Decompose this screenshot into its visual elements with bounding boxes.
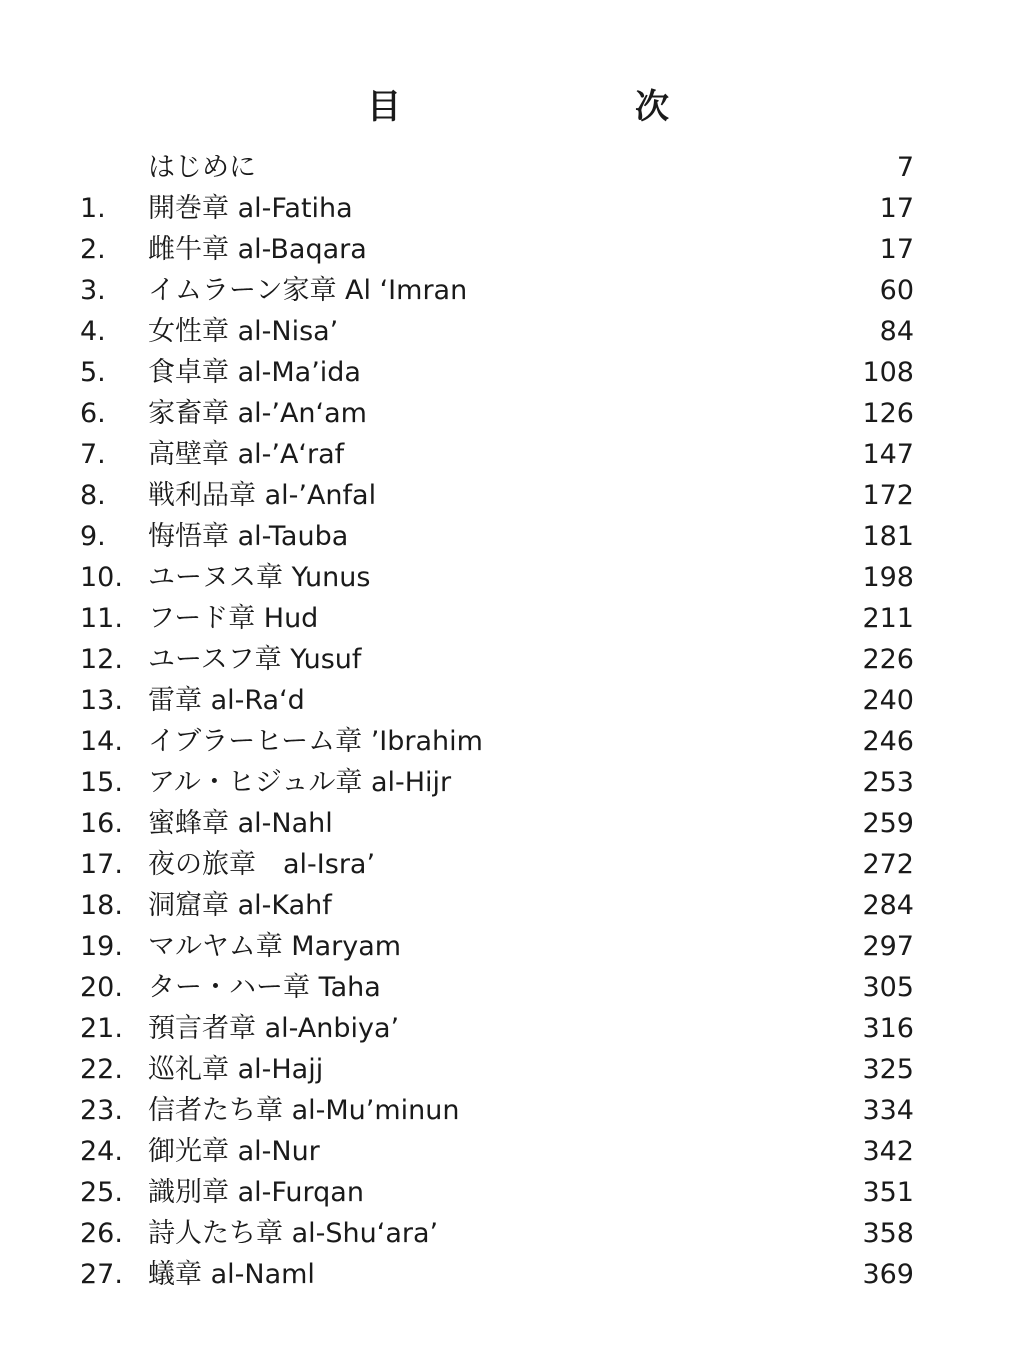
toc-entry-number: 8.: [80, 480, 106, 511]
toc-entry: [0, 1254, 1036, 1295]
toc-entry: [0, 844, 1036, 885]
toc-entry-page-number: 284: [862, 890, 914, 921]
toc-entry: [0, 598, 1036, 639]
toc-entry-page-number: 17: [879, 193, 914, 224]
toc-entry-page-number: 272: [862, 849, 914, 880]
toc-entry-label: ター・ハー章 Taha: [148, 972, 381, 1003]
toc-entry-page-number: 181: [862, 521, 914, 552]
toc-entry-number: 18.: [80, 890, 123, 921]
toc-entry-label: 開巻章 al-Fatiha: [148, 193, 353, 224]
toc-entry-label: ユーヌス章 Yunus: [148, 562, 371, 593]
toc-entry: [0, 311, 1036, 352]
toc-entry-label: マルヤム章 Maryam: [148, 931, 402, 962]
toc-entry: [0, 1172, 1036, 1213]
toc-entry-page-number: 246: [862, 726, 914, 757]
toc-entry-page-number: 325: [862, 1054, 914, 1085]
toc-entry-number: 11.: [80, 603, 123, 634]
toc-entry-page-number: 240: [862, 685, 914, 716]
toc-entry-number: 26.: [80, 1218, 123, 1249]
toc-entry-page-number: 147: [862, 439, 914, 470]
toc-entry-page-number: 369: [862, 1259, 914, 1290]
toc-entry: [0, 393, 1036, 434]
toc-entry: [0, 967, 1036, 1008]
toc-entry-number: 4.: [80, 316, 106, 347]
toc-entry: [0, 557, 1036, 598]
toc-entry: [0, 1213, 1036, 1254]
toc-entry-label: はじめに: [148, 152, 256, 183]
toc-entry-label: 家畜章 al-’An‘am: [148, 398, 367, 429]
toc-entry-page-number: 211: [862, 603, 914, 634]
toc-entry-number: 20.: [80, 972, 123, 1003]
toc-entry-page-number: 108: [862, 357, 914, 388]
toc-entry-label: 詩人たち章 al-Shu‘ara’: [148, 1218, 439, 1249]
toc-entry-page-number: 305: [862, 972, 914, 1003]
toc-entry-number: 9.: [80, 521, 106, 552]
toc-entry-page-number: 84: [879, 316, 914, 347]
toc-entry-number: 7.: [80, 439, 106, 470]
toc-entry-page-number: 297: [862, 931, 914, 962]
toc-entry-label: 蜜蜂章 al-Nahl: [148, 808, 333, 839]
toc-entry-number: 27.: [80, 1259, 123, 1290]
toc-entry-label: 雷章 al-Ra‘d: [148, 685, 305, 716]
toc-entry-label: フード章 Hud: [148, 603, 319, 634]
toc-entry: [0, 885, 1036, 926]
toc-entry-number: 10.: [80, 562, 123, 593]
toc-entry-label: 雌牛章 al-Baqara: [148, 234, 367, 265]
toc-entry-number: 5.: [80, 357, 106, 388]
toc-entry-label: アル・ヒジュル章 al-Hijr: [148, 767, 452, 798]
toc-entry-page-number: 351: [862, 1177, 914, 1208]
toc-entry: [0, 270, 1036, 311]
toc-entry-page-number: 17: [879, 234, 914, 265]
toc-entry: [0, 516, 1036, 557]
toc-entry-number: 23.: [80, 1095, 123, 1126]
toc-entry-page-number: 172: [862, 480, 914, 511]
toc-entry-label: イムラーン家章 Al ‘Imran: [148, 275, 468, 306]
toc-entry-label: 識別章 al-Furqan: [148, 1177, 364, 1208]
toc-entry-label: 食卓章 al-Ma’ida: [148, 357, 361, 388]
toc-entry-label: イブラーヒーム章 ’Ibrahim: [148, 726, 483, 757]
toc-entry: [0, 926, 1036, 967]
toc-entry: [0, 1131, 1036, 1172]
toc-entry-number: 17.: [80, 849, 123, 880]
toc-entry-label: 巡礼章 al-Hajj: [148, 1054, 324, 1085]
toc-entry-number: 22.: [80, 1054, 123, 1085]
toc-entry: [0, 1090, 1036, 1131]
toc-entry-number: 25.: [80, 1177, 123, 1208]
toc-entry: [0, 147, 1036, 188]
toc-entry-page-number: 259: [862, 808, 914, 839]
toc-entry-page-number: 316: [862, 1013, 914, 1044]
toc-entry-label: 蟻章 al-Naml: [148, 1259, 315, 1290]
toc-entry-number: 15.: [80, 767, 123, 798]
toc-entry-page-number: 226: [862, 644, 914, 675]
toc-entry-label: 洞窟章 al-Kahf: [148, 890, 332, 921]
toc-entry-page-number: 342: [862, 1136, 914, 1167]
toc-entry-number: 21.: [80, 1013, 123, 1044]
toc-entry: [0, 762, 1036, 803]
toc-entry-label: 信者たち章 al-Mu’minun: [148, 1095, 460, 1126]
toc-entry-page-number: 60: [879, 275, 914, 306]
toc-entry-page-number: 253: [862, 767, 914, 798]
toc-entry-number: 16.: [80, 808, 123, 839]
toc-entry-number: 13.: [80, 685, 123, 716]
toc-entry: [0, 352, 1036, 393]
toc-entry-page-number: 334: [862, 1095, 914, 1126]
toc-entry-number: 19.: [80, 931, 123, 962]
toc-entry: [0, 188, 1036, 229]
toc-entry-label: 悔悟章 al-Tauba: [148, 521, 349, 552]
toc-entry-page-number: 358: [862, 1218, 914, 1249]
toc-entry-number: 6.: [80, 398, 106, 429]
toc-entry-label: 預言者章 al-Anbiya’: [148, 1013, 400, 1044]
toc-entry: [0, 475, 1036, 516]
toc-entry: [0, 1049, 1036, 1090]
toc-entry-page-number: 126: [862, 398, 914, 429]
toc-entry: [0, 639, 1036, 680]
toc-entry-number: 2.: [80, 234, 106, 265]
toc-entry-label: 高壁章 al-’A‘raf: [148, 439, 345, 470]
toc-entry-number: 12.: [80, 644, 123, 675]
toc-entry-number: 3.: [80, 275, 106, 306]
toc-entry: [0, 721, 1036, 762]
toc-entry-number: 24.: [80, 1136, 123, 1167]
toc-entry-page-number: 198: [862, 562, 914, 593]
toc-entry-number: 1.: [80, 193, 106, 224]
toc-entry: [0, 434, 1036, 475]
toc-entry-number: 14.: [80, 726, 123, 757]
toc-entry-label: 夜の旅章 al-Isra’: [148, 849, 376, 880]
toc-entry-label: 戦利品章 al-’Anfal: [148, 480, 377, 511]
toc-entry: [0, 1008, 1036, 1049]
toc-list: [0, 147, 1036, 1295]
toc-entry-page-number: 7: [896, 152, 914, 183]
page-title: 目 次: [367, 87, 769, 127]
toc-entry: [0, 229, 1036, 270]
toc-entry-label: ユースフ章 Yusuf: [148, 644, 362, 675]
toc-entry: [0, 680, 1036, 721]
toc-entry-label: 女性章 al-Nisa’: [148, 316, 339, 347]
toc-entry: [0, 803, 1036, 844]
toc-entry-label: 御光章 al-Nur: [148, 1136, 320, 1167]
